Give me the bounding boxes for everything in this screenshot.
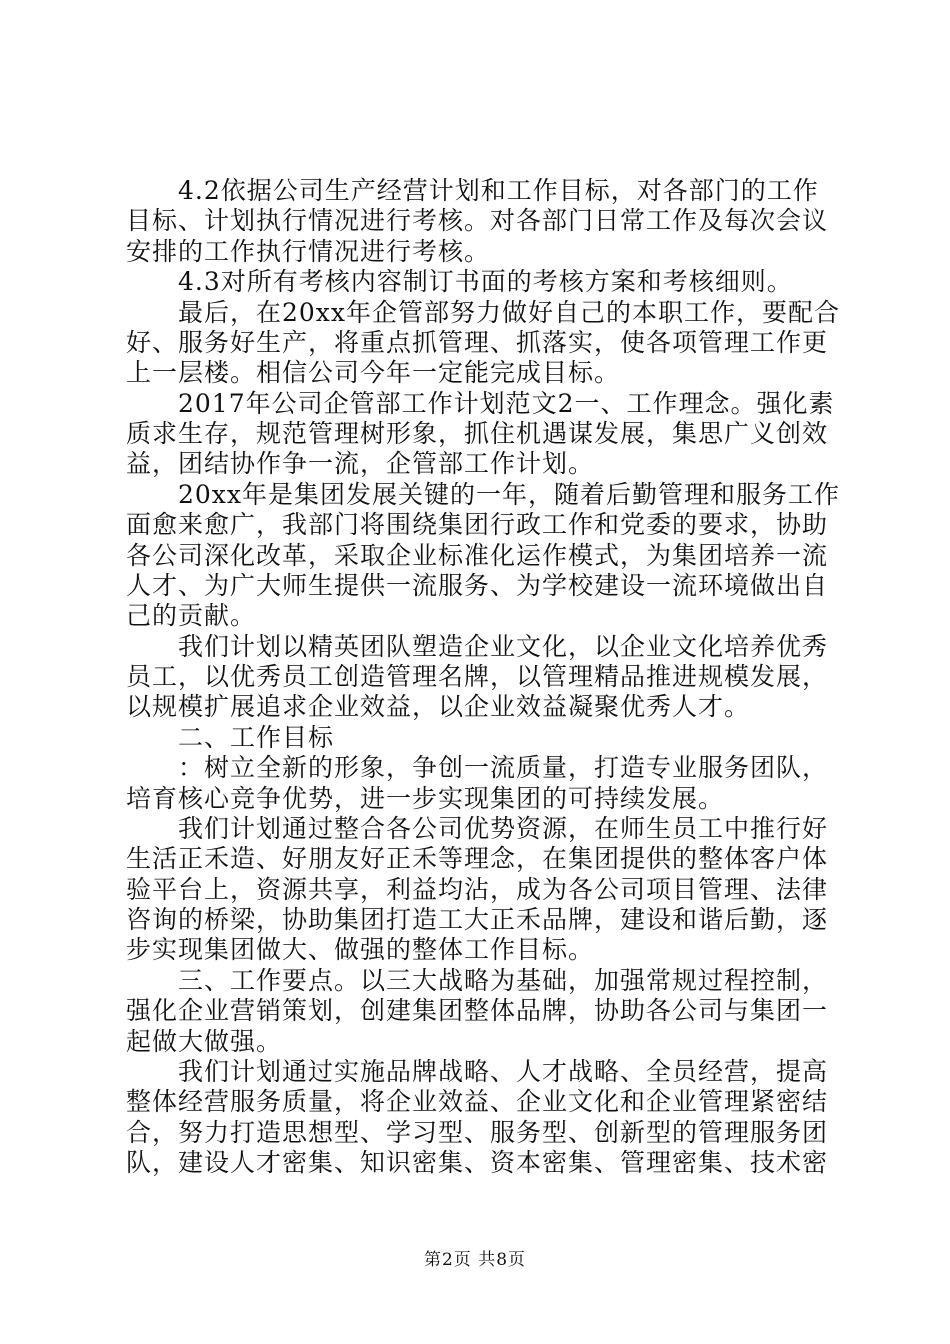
section-heading: 二、工作目标 [178,722,335,752]
text-line: 验平台上，资源共享，利益均沾，成为各公司项目管理、法律 [126,874,829,904]
text-line: 面愈来愈广，我部门将围绕集团行政工作和党委的要求，协助 [126,510,829,540]
text-line: 各公司深化改革，采取企业标准化运作模式，为集团培养一流 [126,540,829,570]
text-line: 强化企业营销策划，创建集团整体品牌，协助各公司与集团一 [126,996,829,1026]
text-line: 己的贡献。 [126,601,257,631]
text-line: 益，团结协作争一流，企管部工作计划。 [126,449,595,479]
text-line: 以规模扩展追求企业效益，以企业效益凝聚优秀人才。 [126,692,751,722]
text-line: 质求生存，规范管理树形象，抓住机遇谋发展，集思广义创效 [126,419,829,448]
text-line: 安排的工作执行情况进行考核。 [126,236,491,266]
text-line: 起做大做强。 [126,1026,283,1056]
text-line: 队，建设人才密集、知识密集、资本密集、管理密集、技术密 [126,1148,829,1177]
text-line: 合，努力打造思想型、学习型、服务型、创新型的管理服务团 [126,1117,829,1147]
text-line: 步实现集团做大、做强的整体工作目标。 [126,935,595,965]
page-number-footer: 第2页 共8页 [423,1250,527,1270]
text-line: 好、服务好生产，将重点抓管理、抓落实，使各项管理工作更 [126,327,829,357]
text-line: 咨询的桥梁，协助集团打造工大正禾品牌，建设和谐后勤，逐 [126,905,829,934]
text-line: 20xx年是集团发展关键的一年，随着后勤管理和服务工作 [178,479,841,509]
text-line: 三、工作要点。以三大战略为基础，加强常规过程控制， [178,965,829,995]
text-line: 4.2依据公司生产经营计划和工作目标，对各部门的工作 [178,176,819,205]
text-line: 整体经营服务质量，将企业效益、企业文化和企业管理紧密结 [126,1087,829,1117]
text-line: 我们计划通过实施品牌战略、人才战略、全员经营，提高 [178,1056,829,1086]
text-line: 培育核心竞争优势，进一步实现集团的可持续发展。 [126,783,725,813]
text-line: 2017年公司企管部工作计划范文2一、工作理念。强化素 [178,388,835,418]
text-line: 最后，在20xx年企管部努力做好自己的本职工作，要配合 [178,297,841,327]
text-line: 我们计划以精英团队塑造企业文化，以企业文化培养优秀 [178,631,829,661]
text-line: 我们计划通过整合各公司优势资源，在师生员工中推行好 [178,813,829,843]
text-line: ：树立全新的形象，争创一流质量，打造专业服务团队， [178,753,829,783]
text-line: 生活正禾造、好朋友好正禾等理念，在集团提供的整体客户体 [126,844,829,874]
text-line: 目标、计划执行情况进行考核。对各部门日常工作及每次会议 [126,206,829,236]
text-line: 上一层楼。相信公司今年一定能完成目标。 [126,358,621,388]
text-line: 人才、为广大师生提供一流服务、为学校建设一流环境做出自 [126,570,829,600]
text-line: 4.3对所有考核内容制订书面的考核方案和考核细则。 [178,267,793,297]
text-line: 员工，以优秀员工创造管理名牌，以管理精品推进规模发展， [126,662,829,691]
